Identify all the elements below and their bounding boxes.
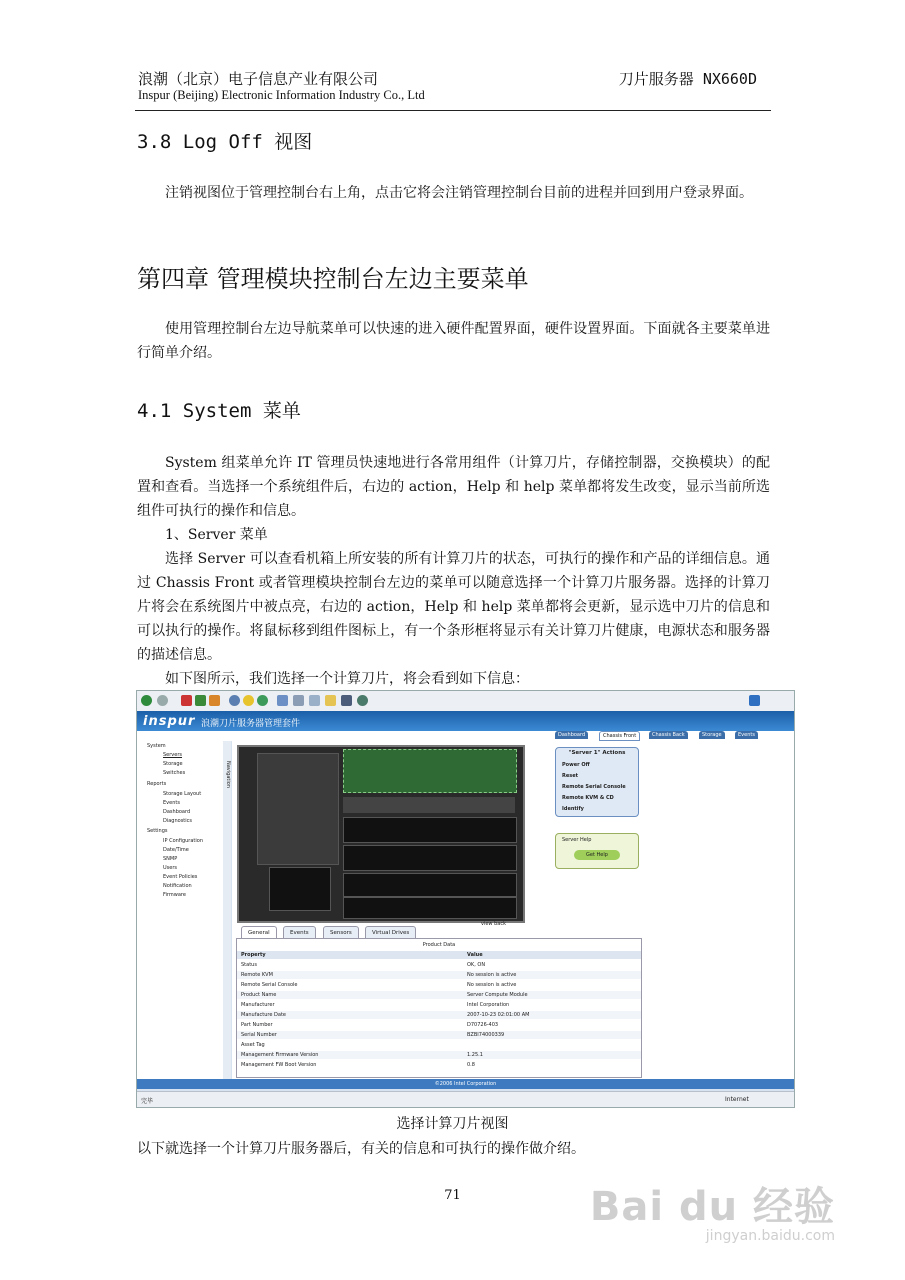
action-identify[interactable]: Identify xyxy=(562,806,584,812)
navigation-label: Navigation xyxy=(225,761,231,788)
table-row xyxy=(237,1051,641,1059)
table-row xyxy=(237,1041,641,1049)
nav-reports[interactable]: Reports xyxy=(147,781,167,787)
header-rule xyxy=(135,110,771,111)
bay-5[interactable] xyxy=(343,873,517,897)
nav-event-policies[interactable]: Event Policies xyxy=(163,874,198,880)
nav-events[interactable]: Events xyxy=(163,800,180,806)
cell-value: OK, ON xyxy=(467,962,486,968)
print-icon[interactable] xyxy=(293,695,304,706)
server-help-panel xyxy=(555,833,639,869)
nav-date-time[interactable]: Date/Time xyxy=(163,847,189,853)
cell-value: No session is active xyxy=(467,982,517,988)
header-property: Property xyxy=(241,952,266,958)
action-remote-kvm-cd[interactable]: Remote KVM & CD xyxy=(562,795,614,801)
cell-value: 2007-10-23 02:01:00 AM xyxy=(467,1012,530,1018)
favorites-icon[interactable] xyxy=(243,695,254,706)
header-company-cn: 浪潮（北京）电子信息产业有限公司 xyxy=(138,70,379,88)
history-icon[interactable] xyxy=(257,695,268,706)
watermark-url: jingyan.baidu.com xyxy=(705,1228,835,1244)
nav-servers[interactable]: Servers xyxy=(163,752,183,758)
action-reset[interactable]: Reset xyxy=(562,773,578,779)
cell-value: D70726-403 xyxy=(467,1022,499,1028)
stop-icon[interactable] xyxy=(181,695,192,706)
cell-value: Intel Corporation xyxy=(467,1002,510,1008)
windows-logo-icon xyxy=(749,695,760,706)
header-company-en: Inspur (Beijing) Electronic Information Industry Co., Ltd xyxy=(138,88,425,102)
table-row xyxy=(237,991,641,999)
cell-property: Product Name xyxy=(241,992,277,998)
screenshot-figure xyxy=(136,690,795,1108)
section-4-1-body: System 组菜单允许 IT 管理员快速地进行各常用组件（计算刀片，存储控制器，交换模块）的配置和查看。当选择一个系统组件后，右边的 action，Help 和 help 菜单都将发生改变，显示当前所选组件可执行的操作和信息。 1、Server 菜单 选择 Server 可以查看机箱上所安装的所有计算刀片的状态，可执行的操作和产品的详细信息。通过 Chassis Front 或者管理模块控制台左边的菜单可以随意选择一个计算刀片服务器。选择的计算刀片将会在系统图片中被点亮，右边的 action，Help 和 help 菜单都将会更新，显示选中刀片的信息和可以执行的操作。将鼠标移到组件图标上，有一个条形框将显示有关计算刀片健康，电源状态和服务器的描述信息。 如下图所示，我们选择一个计算刀片，将会看到如下信息： xyxy=(137,455,770,687)
home-icon[interactable] xyxy=(209,695,220,706)
cell-property: Part Number xyxy=(241,1022,273,1028)
chapter-4-title: 第四章 管理模块控制台左边主要菜单 xyxy=(137,265,529,293)
table-row xyxy=(237,981,641,989)
table-row xyxy=(237,971,641,979)
selected-blade-highlight[interactable] xyxy=(343,749,517,793)
blade-bay-area xyxy=(257,753,339,865)
chapter-4-body: 使用管理控制台左边导航菜单可以快速的进入硬件配置界面，硬件设置界面。下面就各主要菜单进行简单介绍。 xyxy=(137,321,770,361)
table-row xyxy=(237,1031,641,1039)
top-tab-bar xyxy=(137,731,794,741)
table-row xyxy=(237,961,641,969)
cell-value: 0.8 xyxy=(467,1062,475,1068)
tab-sensors[interactable]: Sensors xyxy=(323,926,359,940)
cell-value: No session is active xyxy=(467,972,517,978)
table-row xyxy=(237,1001,641,1009)
cell-property: Management Firmware Version xyxy=(241,1052,319,1058)
nav-ip-configuration[interactable]: IP Configuration xyxy=(163,838,203,844)
edit-icon[interactable] xyxy=(309,695,320,706)
page-number: 71 xyxy=(444,1188,461,1203)
bay-3[interactable] xyxy=(343,817,517,843)
closing-sentence: 以下就选择一个计算刀片服务器后，有关的信息和可执行的操作做介绍。 xyxy=(137,1141,585,1157)
tab-chassis-back[interactable]: Chassis Back xyxy=(649,731,688,739)
note-icon[interactable] xyxy=(325,695,336,706)
table-row xyxy=(237,1021,641,1029)
nav-firmware[interactable]: Firmware xyxy=(163,892,186,898)
refresh-icon[interactable] xyxy=(195,695,206,706)
nav-users[interactable]: Users xyxy=(163,865,178,871)
product-data-table xyxy=(236,938,642,1078)
table-title: Product Data xyxy=(422,942,456,948)
forward-icon[interactable] xyxy=(157,695,168,706)
app-footer: ©2006 Intel Corporation xyxy=(137,1079,794,1089)
baidu-watermark xyxy=(590,1175,835,1244)
status-zone: Internet xyxy=(725,1096,749,1103)
inspur-logo: inspur xyxy=(143,714,196,729)
get-help-button[interactable]: Get Help xyxy=(574,850,620,860)
section-3-8-body: 注销视图位于管理控制台右上角，点击它将会注销管理控制台目前的进程并回到用户登录界面。 xyxy=(165,185,753,201)
tab-virtual-drives[interactable]: Virtual Drives xyxy=(365,926,416,940)
cell-property: Serial Number xyxy=(241,1032,277,1038)
status-done: 完毕 xyxy=(141,1098,154,1105)
action-power-off[interactable]: Power Off xyxy=(562,762,590,768)
tab-dashboard[interactable]: Dashboard xyxy=(555,731,588,739)
tab-storage[interactable]: Storage xyxy=(699,731,725,739)
table-row xyxy=(237,1061,641,1069)
server-actions-panel xyxy=(555,747,639,817)
header-value: Value xyxy=(467,952,483,958)
tools-icon[interactable] xyxy=(357,695,368,706)
tab-general[interactable]: General xyxy=(241,926,277,940)
cell-value: Server Compute Module xyxy=(467,992,528,998)
tab-events-bottom[interactable]: Events xyxy=(283,926,316,940)
nav-system[interactable]: System xyxy=(147,743,166,749)
view-back-link[interactable]: view back xyxy=(481,921,506,927)
nav-storage-layout[interactable]: Storage Layout xyxy=(163,791,202,797)
cell-property: Status xyxy=(241,962,257,968)
server-menu-subheading: 1、Server 菜单 xyxy=(165,527,268,543)
help-title: Server Help xyxy=(562,837,592,843)
app-title: 浪潮刀片服务器管理套件 xyxy=(201,719,301,729)
header-model: 刀片服务器 NX660D xyxy=(618,70,757,88)
section-4-1-title: 4.1 System 菜单 xyxy=(137,400,301,422)
cell-property: Management FW Boot Version xyxy=(241,1062,317,1068)
cell-property: Remote Serial Console xyxy=(241,982,298,988)
messenger-icon[interactable] xyxy=(341,695,352,706)
nav-dashboard[interactable]: Dashboard xyxy=(163,809,191,815)
lower-blade-bays[interactable] xyxy=(269,867,331,911)
nav-switches[interactable]: Switches xyxy=(163,770,186,776)
cell-property: Remote KVM xyxy=(241,972,273,978)
back-icon[interactable] xyxy=(141,695,152,706)
navigation-collapse-strip[interactable] xyxy=(223,741,231,1087)
actions-title: "Server 1" Actions xyxy=(568,750,626,756)
mail-icon[interactable] xyxy=(277,695,288,706)
nav-snmp[interactable]: SNMP xyxy=(163,856,178,862)
watermark-brand: Bai du 经验 xyxy=(589,1184,835,1230)
figure-caption: 选择计算刀片视图 xyxy=(396,1116,509,1132)
cell-property: Manufacturer xyxy=(241,1002,275,1008)
bay-6[interactable] xyxy=(343,897,517,919)
table-row xyxy=(237,1011,641,1019)
chassis-front-image[interactable] xyxy=(237,745,525,923)
bay-4[interactable] xyxy=(343,845,517,871)
section-3-8-title: 3.8 Log Off 视图 xyxy=(137,131,313,153)
cell-property: Manufacture Date xyxy=(241,1012,286,1018)
tab-chassis-front[interactable]: Chassis Front xyxy=(599,731,640,741)
nav-notification[interactable]: Notification xyxy=(163,883,192,889)
nav-storage[interactable]: Storage xyxy=(163,761,183,767)
nav-diagnostics[interactable]: Diagnostics xyxy=(163,818,193,824)
browser-toolbar xyxy=(137,691,794,712)
left-navigation-tree xyxy=(137,741,224,1087)
cell-property: Asset Tag xyxy=(241,1042,265,1048)
search-icon[interactable] xyxy=(229,695,240,706)
storage-module[interactable] xyxy=(343,797,515,813)
table-header-row xyxy=(237,951,641,959)
action-remote-serial-console[interactable]: Remote Serial Console xyxy=(562,784,626,790)
cell-value: 1.25.1 xyxy=(467,1052,483,1058)
browser-status-bar xyxy=(137,1091,794,1108)
cell-value: BZBI74000339 xyxy=(467,1032,505,1038)
nav-settings[interactable]: Settings xyxy=(147,828,168,834)
tab-events[interactable]: Events xyxy=(735,731,758,739)
